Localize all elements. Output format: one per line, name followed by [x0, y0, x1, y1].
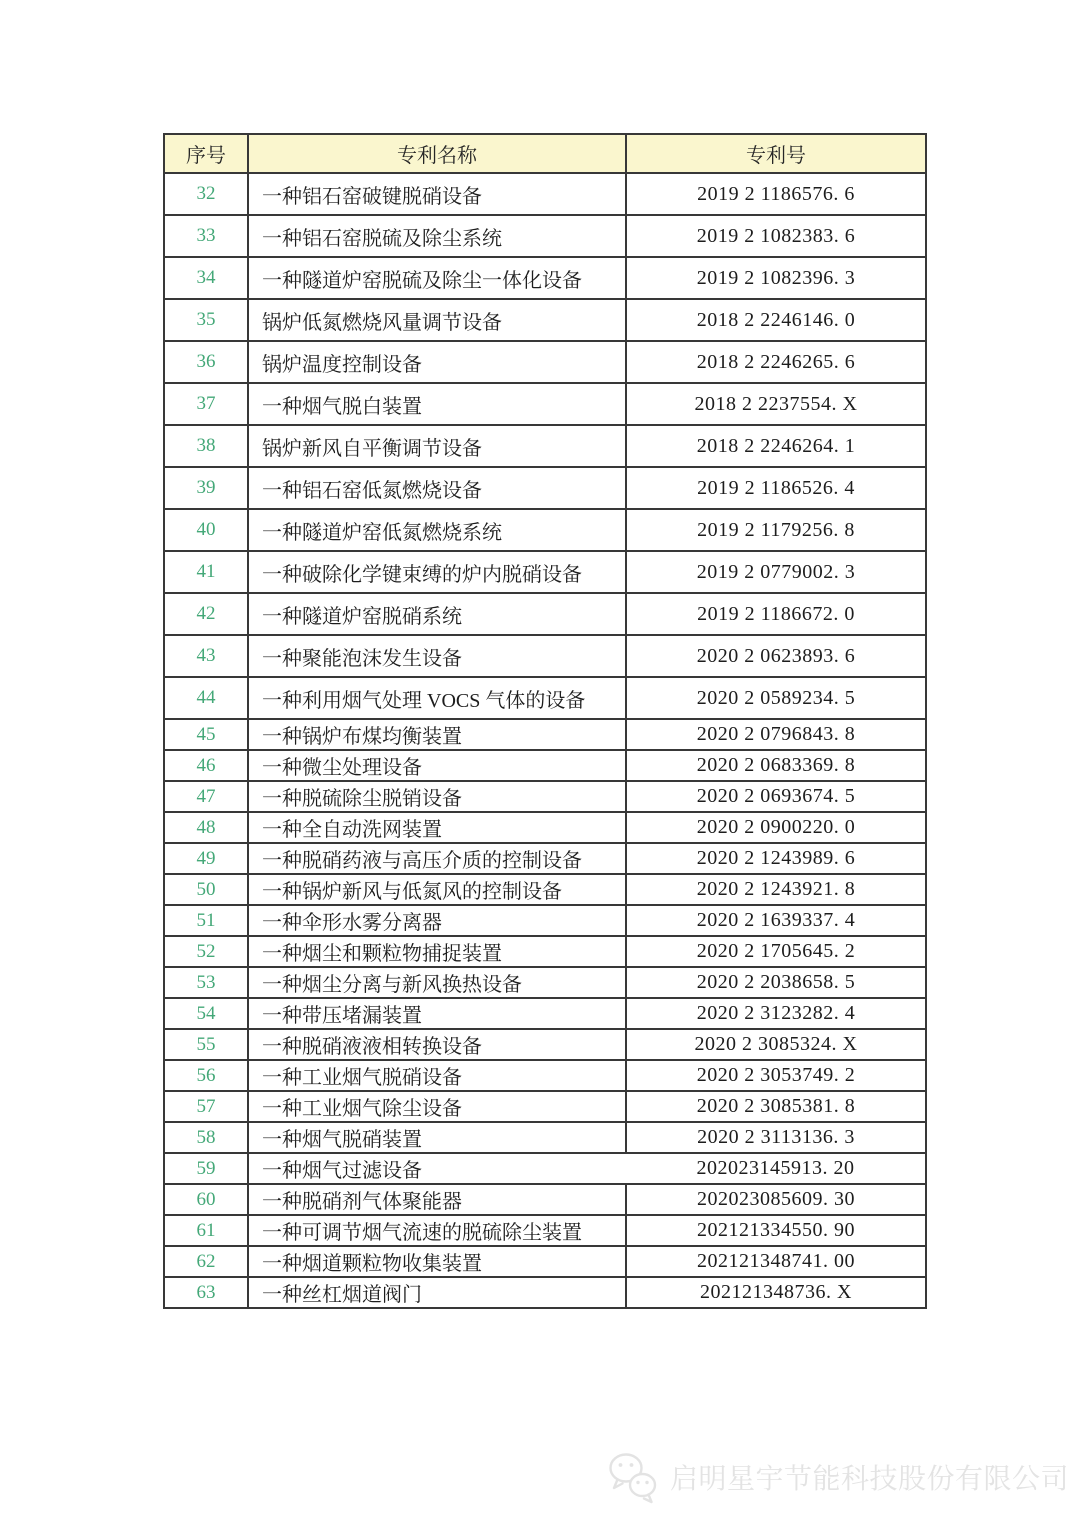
patent-number-cell: 2018 2 2237554. X — [626, 383, 926, 425]
patent-name-cell: 一种烟尘和颗粒物捕捉装置 — [248, 936, 626, 967]
table-row — [164, 1091, 926, 1122]
patent-number-cell: 2019 2 1186672. 0 — [626, 593, 926, 635]
patent-name-cell: 一种利用烟气处理 VOCS 气体的设备 — [248, 677, 626, 719]
patent-name-cell: 一种锅炉布煤均衡装置 — [248, 719, 626, 750]
table-row — [164, 215, 926, 257]
serial-cell: 61 — [164, 1215, 248, 1246]
table-row — [164, 677, 926, 719]
patent-name-cell: 一种烟气脱白装置 — [248, 383, 626, 425]
serial-cell: 40 — [164, 509, 248, 551]
header-row — [164, 134, 926, 173]
serial-cell: 43 — [164, 635, 248, 677]
serial-cell: 36 — [164, 341, 248, 383]
patent-number-cell: 2020 2 1243989. 6 — [626, 843, 926, 874]
table-row — [164, 874, 926, 905]
patent-number-cell: 2019 2 1179256. 8 — [626, 509, 926, 551]
patent-number-cell: 2019 2 1082396. 3 — [626, 257, 926, 299]
serial-cell: 63 — [164, 1277, 248, 1308]
patent-number-cell: 2020 2 1639337. 4 — [626, 905, 926, 936]
serial-cell: 35 — [164, 299, 248, 341]
patent-name-cell: 一种聚能泡沫发生设备 — [248, 635, 626, 677]
patent-number-cell: 2019 2 1082383. 6 — [626, 215, 926, 257]
patent-name-cell: 一种隧道炉窑低氮燃烧系统 — [248, 509, 626, 551]
table-row — [164, 1277, 926, 1308]
table-row — [164, 1060, 926, 1091]
serial-cell: 41 — [164, 551, 248, 593]
patent-number-cell: 202121348736. X — [626, 1277, 926, 1308]
serial-cell: 59 — [164, 1153, 248, 1184]
table-row — [164, 1215, 926, 1246]
patent-number-cell: 2018 2 2246146. 0 — [626, 299, 926, 341]
patent-number-cell: 2020 2 3123282. 4 — [626, 998, 926, 1029]
serial-cell: 50 — [164, 874, 248, 905]
patent-name-cell: 一种铝石窑脱硫及除尘系统 — [248, 215, 626, 257]
patent-table — [163, 133, 927, 1309]
patent-name-cell: 一种隧道炉窑脱硫及除尘一体化设备 — [248, 257, 626, 299]
serial-cell: 62 — [164, 1246, 248, 1277]
table-row — [164, 467, 926, 509]
serial-cell: 51 — [164, 905, 248, 936]
table-row — [164, 425, 926, 467]
table-row — [164, 173, 926, 215]
table-row — [164, 593, 926, 635]
watermark-text: 启明星宇节能科技股份有限公司 — [670, 1464, 1070, 1495]
serial-cell: 42 — [164, 593, 248, 635]
serial-cell: 34 — [164, 257, 248, 299]
table-row — [164, 812, 926, 843]
patent-name-cell: 一种破除化学键束缚的炉内脱硝设备 — [248, 551, 626, 593]
table-row — [164, 1122, 926, 1153]
table-row — [164, 967, 926, 998]
serial-cell: 58 — [164, 1122, 248, 1153]
serial-cell: 55 — [164, 1029, 248, 1060]
serial-cell: 57 — [164, 1091, 248, 1122]
patent-number-cell: 2020 2 0693674. 5 — [626, 781, 926, 812]
patent-number-cell: 2020 2 0683369. 8 — [626, 750, 926, 781]
patent-name-cell: 一种脱硫除尘脱销设备 — [248, 781, 626, 812]
serial-cell: 46 — [164, 750, 248, 781]
serial-cell: 32 — [164, 173, 248, 215]
serial-cell: 38 — [164, 425, 248, 467]
patent-name-cell: 一种工业烟气脱硝设备 — [248, 1060, 626, 1091]
header-patent-name: 专利名称 — [248, 134, 626, 173]
table-row — [164, 843, 926, 874]
table-row — [164, 750, 926, 781]
watermark — [605, 1448, 1069, 1506]
serial-cell: 53 — [164, 967, 248, 998]
patent-name-cell: 一种铝石窑低氮燃烧设备 — [248, 467, 626, 509]
wechat-icon — [605, 1448, 661, 1506]
patent-name-cell: 锅炉低氮燃烧风量调节设备 — [248, 299, 626, 341]
table-row — [164, 998, 926, 1029]
serial-cell: 49 — [164, 843, 248, 874]
serial-cell: 39 — [164, 467, 248, 509]
patent-number-cell: 2019 2 1186576. 6 — [626, 173, 926, 215]
table-row — [164, 635, 926, 677]
patent-number-cell: 2018 2 2246264. 1 — [626, 425, 926, 467]
patent-name-cell: 一种带压堵漏装置 — [248, 998, 626, 1029]
table-row — [164, 341, 926, 383]
patent-number-cell: 202121334550. 90 — [626, 1215, 926, 1246]
patent-number-cell: 2020 2 3113136. 3 — [626, 1122, 926, 1153]
table-row — [164, 936, 926, 967]
table-row — [164, 299, 926, 341]
patent-name-cell: 一种伞形水雾分离器 — [248, 905, 626, 936]
patent-name-cell: 一种工业烟气除尘设备 — [248, 1091, 626, 1122]
patent-number-cell: 202121348741. 00 — [626, 1246, 926, 1277]
patent-number-cell: 202023085609. 30 — [626, 1184, 926, 1215]
patent-number-cell: 2019 2 0779002. 3 — [626, 551, 926, 593]
table-row — [164, 1184, 926, 1215]
patent-name-cell: 一种烟气过滤设备 — [248, 1153, 626, 1184]
patent-name-cell: 一种全自动洗网装置 — [248, 812, 626, 843]
header-serial: 序号 — [164, 134, 248, 173]
table-row — [164, 905, 926, 936]
serial-cell: 60 — [164, 1184, 248, 1215]
serial-cell: 54 — [164, 998, 248, 1029]
patent-name-cell: 一种可调节烟气流速的脱硫除尘装置 — [248, 1215, 626, 1246]
table-row — [164, 257, 926, 299]
patent-name-cell: 一种烟气脱硝装置 — [248, 1122, 626, 1153]
patent-name-cell: 锅炉新风自平衡调节设备 — [248, 425, 626, 467]
patent-name-cell: 一种烟道颗粒物收集装置 — [248, 1246, 626, 1277]
table-row — [164, 719, 926, 750]
patent-number-cell: 2019 2 1186526. 4 — [626, 467, 926, 509]
patent-name-cell: 一种铝石窑破键脱硝设备 — [248, 173, 626, 215]
serial-cell: 33 — [164, 215, 248, 257]
patent-number-cell: 2018 2 2246265. 6 — [626, 341, 926, 383]
serial-cell: 48 — [164, 812, 248, 843]
serial-cell: 52 — [164, 936, 248, 967]
patent-number-cell: 2020 2 3085381. 8 — [626, 1091, 926, 1122]
patent-number-cell: 2020 2 3053749. 2 — [626, 1060, 926, 1091]
table-row — [164, 509, 926, 551]
serial-cell: 45 — [164, 719, 248, 750]
patent-name-cell: 一种锅炉新风与低氮风的控制设备 — [248, 874, 626, 905]
table-row — [164, 551, 926, 593]
patent-name-cell: 一种脱硝药液与高压介质的控制设备 — [248, 843, 626, 874]
patent-number-cell: 2020 2 3085324. X — [626, 1029, 926, 1060]
table-row — [164, 1029, 926, 1060]
table-row — [164, 781, 926, 812]
patent-number-cell: 2020 2 0900220. 0 — [626, 812, 926, 843]
patent-number-cell: 2020 2 2038658. 5 — [626, 967, 926, 998]
serial-cell: 44 — [164, 677, 248, 719]
patent-name-cell: 一种脱硝剂气体聚能器 — [248, 1184, 626, 1215]
patent-name-cell: 一种烟尘分离与新风换热设备 — [248, 967, 626, 998]
patent-number-cell: 202023145913. 20 — [626, 1153, 926, 1184]
patent-name-cell: 一种隧道炉窑脱硝系统 — [248, 593, 626, 635]
patent-number-cell: 2020 2 1243921. 8 — [626, 874, 926, 905]
patent-name-cell: 锅炉温度控制设备 — [248, 341, 626, 383]
patent-number-cell: 2020 2 0623893. 6 — [626, 635, 926, 677]
patent-number-cell: 2020 2 0589234. 5 — [626, 677, 926, 719]
patent-name-cell: 一种丝杠烟道阀门 — [248, 1277, 626, 1308]
table-row — [164, 1246, 926, 1277]
serial-cell: 47 — [164, 781, 248, 812]
serial-cell: 37 — [164, 383, 248, 425]
patent-name-cell: 一种脱硝液液相转换设备 — [248, 1029, 626, 1060]
table-row — [164, 383, 926, 425]
patent-number-cell: 2020 2 0796843. 8 — [626, 719, 926, 750]
patent-number-cell: 2020 2 1705645. 2 — [626, 936, 926, 967]
patent-name-cell: 一种微尘处理设备 — [248, 750, 626, 781]
serial-cell: 56 — [164, 1060, 248, 1091]
table-row — [164, 1153, 926, 1184]
header-patent-number: 专利号 — [626, 134, 926, 173]
